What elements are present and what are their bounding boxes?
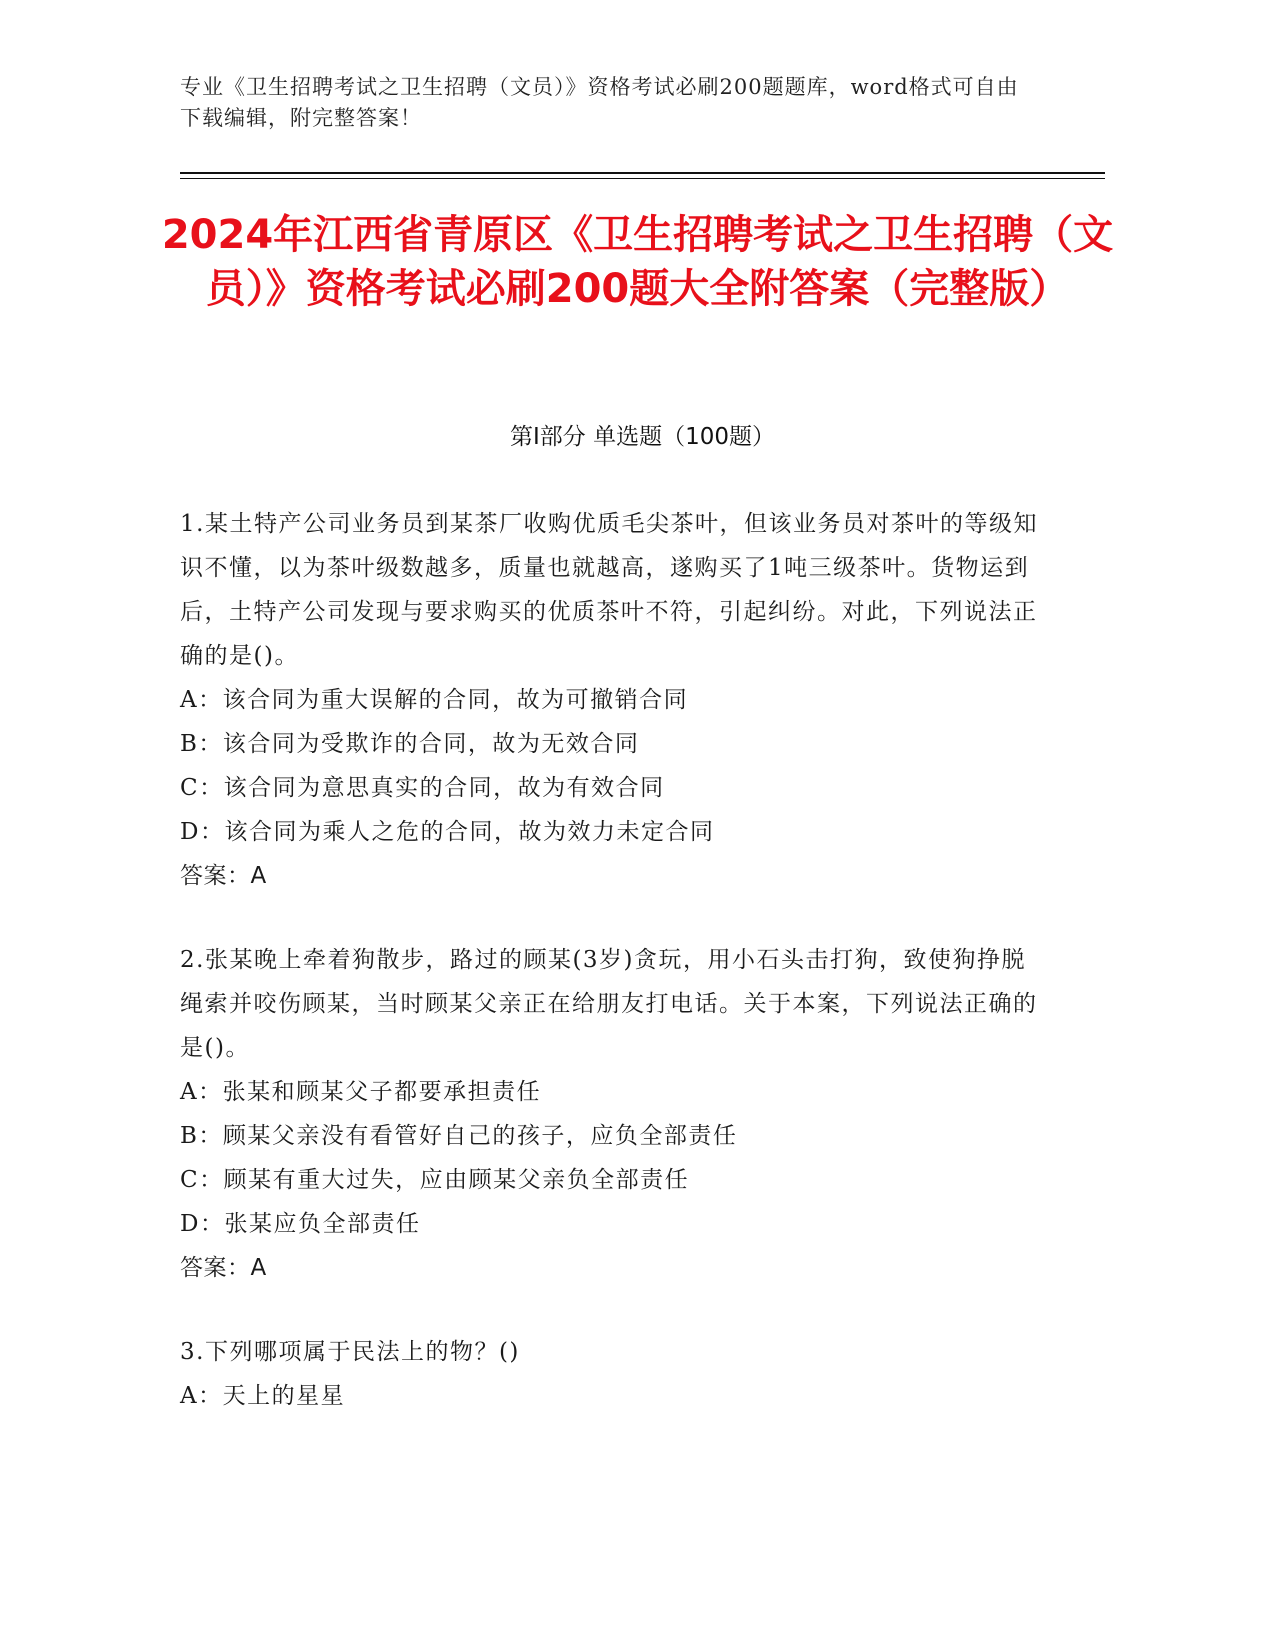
document-title: 2024年江西省青原区《卫生招聘考试之卫生招聘（文员）》资格考试必刷200题大全附答案（完整版） bbox=[161, 212, 1114, 312]
option-c: C：顾某有重大过失，应由顾某父亲负全部责任 bbox=[180, 1167, 690, 1193]
option-b: B：该合同为受欺诈的合同，故为无效合同 bbox=[180, 731, 640, 757]
answer-line: 答案：A bbox=[180, 1255, 267, 1281]
option-c: C：该合同为意思真实的合同，故为有效合同 bbox=[180, 775, 665, 801]
question-1 bbox=[180, 502, 1040, 898]
option-a: A：该合同为重大误解的合同，故为可撤销合同 bbox=[180, 687, 689, 713]
section-title: 第I部分 单选题（100题） bbox=[510, 424, 775, 450]
header-divider-thin bbox=[180, 178, 1105, 179]
header-note: 专业《卫生招聘考试之卫生招聘（文员）》资格考试必刷200题题库，word格式可自由下载编辑，附完整答案！ bbox=[180, 75, 1019, 130]
question-stem: 2.张某晚上牵着狗散步，路过的顾某(3岁)贪玩，用小石头击打狗，致使狗挣脱绳索并咬伤顾某，当时顾某父亲正在给朋友打电话。关于本案，下列说法正确的是()。 bbox=[180, 947, 1038, 1061]
question-stem: 3.下列哪项属于民法上的物？() bbox=[180, 1339, 520, 1365]
question-stem: 1.某土特产公司业务员到某茶厂收购优质毛尖茶叶，但该业务员对茶叶的等级知识不懂，以为茶叶级数越多，质量也就越高，遂购买了1吨三级茶叶。货物运到后，土特产公司发现与要求购买的优质茶叶不符，引起纠纷。对此，下列说法正确的是()。 bbox=[180, 511, 1038, 669]
question-2 bbox=[180, 938, 1040, 1290]
option-b: B：顾某父亲没有看管好自己的孩子，应负全部责任 bbox=[180, 1123, 738, 1149]
answer-line: 答案：A bbox=[180, 863, 267, 889]
option-d: D：张某应负全部责任 bbox=[180, 1211, 421, 1237]
option-a: A：天上的星星 bbox=[180, 1383, 346, 1409]
option-a: A：张某和顾某父子都要承担责任 bbox=[180, 1079, 542, 1105]
header-divider-thick bbox=[180, 172, 1105, 174]
option-d: D：该合同为乘人之危的合同，故为效力未定合同 bbox=[180, 819, 715, 845]
question-3 bbox=[180, 1330, 1040, 1418]
